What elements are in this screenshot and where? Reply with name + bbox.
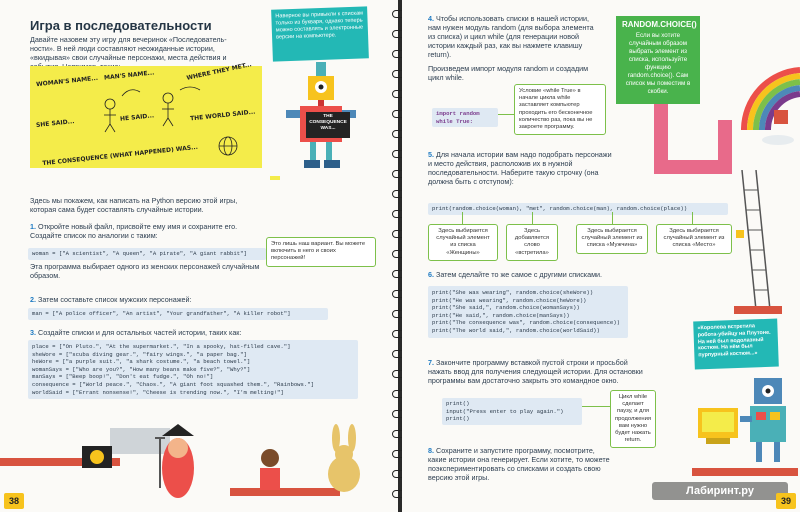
step-5-text: Для начала истории вам надо подобрать персонажи и место действия, расположив их в нужной последовательности. Наберите такую строчку (она должна быть с отступом): <box>428 150 612 186</box>
story-label-womans-name: WOMAN'S NAME... <box>35 74 99 89</box>
robot-sign <box>306 112 350 138</box>
step-7 <box>428 358 648 385</box>
code-woman <box>28 248 266 260</box>
code-line: consequence = ["World peace.", "Chaos.", "A giant foot squashed them.", "Rainbows."] <box>32 380 314 388</box>
decor-stripe <box>270 176 280 180</box>
code-print-block <box>428 286 628 338</box>
step-2 <box>30 295 270 304</box>
step-8-number: 8. <box>428 446 434 455</box>
code-line: womanSays = ["Who are you?", "How many beans make five?", "Why?"] <box>32 365 251 373</box>
step-8 <box>428 446 614 482</box>
ladder-illustration <box>732 170 782 320</box>
code-line: print("The consequence was", random.choice(consequence)) <box>432 319 620 327</box>
step-2-text: Затем составьте список мужских персонажей: <box>38 295 192 304</box>
robot-sign-line1: THE <box>323 114 333 119</box>
code-story-lists <box>28 340 358 399</box>
step-2-number: 2. <box>30 295 36 304</box>
callout-connector <box>582 406 610 407</box>
callout-man-list: Здесь выбирается случайный элемент из списка «Мужчина» <box>576 224 648 254</box>
code-line: while True: <box>436 117 473 125</box>
code-line: heWore = ["a purple suit.", "a shark costume.", "a beach towel."] <box>32 358 251 366</box>
random-choice-text: Если вы хотите случайным образом выбрать элемент из списка, используйте функцию random.choice(). Сам список мы поместим в скобки. <box>625 32 691 95</box>
callout-while-pause: Цикл while сделает паузу, и для продолжения вам нужно будет нажать return. <box>610 390 656 448</box>
story-card <box>30 61 262 168</box>
callout-place-list: Здесь выбирается случайный элемент из списка «Место» <box>656 224 732 254</box>
callout-connector <box>692 212 693 224</box>
callout-connector <box>532 212 533 224</box>
code-line: print("He said,", random.choice(manSays)) <box>432 311 570 319</box>
step-1-after: Эта программа выбирает одного из женских персонажей случайным образом. <box>30 262 260 280</box>
story-label-world-said: THE WORLD SAID... <box>189 108 256 123</box>
step-3-number: 3. <box>30 328 36 337</box>
code-line: print("She said,", random.choice(womanSays)) <box>432 304 580 312</box>
right-page <box>402 0 800 512</box>
robot-sign-line2: CONSEQUENCE <box>309 120 347 125</box>
step-1 <box>30 222 262 240</box>
code-import <box>432 108 498 127</box>
story-label-he-said: HE SAID... <box>119 112 155 123</box>
code-end <box>442 398 582 425</box>
step-3-text: Создайте списки и для остальных частей истории, таких как: <box>38 328 242 337</box>
code-man <box>28 308 328 320</box>
step-5 <box>428 150 614 186</box>
step-6-number: 6. <box>428 270 434 279</box>
callout-connector <box>612 212 613 224</box>
callout-while-true: Условие «while True» в начале цикла while заставляет компьютер проходить его бесконечное количество раз, пока вы не закроете программу. <box>514 84 606 135</box>
code-line: manSays = ["Beep boop!", "Don't eat fudge.", "Oh no!"] <box>32 373 214 381</box>
callout-variant: Это лишь наш вариант. Вы можете включить в него и своих персонажей! <box>266 237 376 267</box>
step-7-text: Закончите программу вставкой пустой строки и просьбой нажать ввод для получения следующей истории. Для остановки программы вам достаточно закрыть это командное окно. <box>428 358 643 385</box>
callout-connector <box>462 212 463 224</box>
page-number-right: 39 <box>776 493 796 509</box>
story-label-mans-name: MAN'S NAME... <box>103 69 155 82</box>
step-4-text: Чтобы использовать списки в нашей истории, нам нужен модуль random (для выбора элемента из списка) и цикл while (для генерации новой истории каждый раз, как вы нажмете клавишу return). <box>428 14 594 59</box>
page-title: Игра в последовательности <box>30 18 212 33</box>
random-choice-title: RANDOM.CHOICE() <box>622 20 697 29</box>
callout-connector <box>498 114 514 115</box>
code-line: place = ["On Pluto.", "At the supermarket.", "In a spooky, hat-filled cave."] <box>32 343 291 350</box>
code-line: import random <box>436 110 480 117</box>
robot-note: Наверное вы привыкли к спискам только из букваря, однако теперь можно составлять и электронные версии на компьютере. <box>271 6 369 61</box>
robot-note-2: «Королева встретила робота-убийцу на Плутоне. На ней был водолазный костюм. На нём был пурпурный костюм...» <box>693 319 779 370</box>
code-line: print() <box>446 415 470 423</box>
code-line: print() <box>446 400 470 407</box>
characters-illustration <box>0 418 398 512</box>
story-label-where-they-met: WHERE THEY MET... <box>185 61 253 82</box>
step-1-text: Откройте новый файл, присвойте ему имя и сохраните его. Создайте список по аналогии с таким: <box>30 222 238 240</box>
step-4-import: Произведем импорт модуля random и создадим цикл while. <box>428 64 589 82</box>
code-line: print("The world said,", random.choice(worldSaid)) <box>432 326 600 334</box>
step-4 <box>428 14 598 59</box>
story-label-she-said: SHE SAID... <box>35 118 75 129</box>
robot-computer-illustration <box>692 372 798 488</box>
intro-paragraph: Давайте назовем эту игру для вечеринок «Последователь-ности». В ней люди составляют неожиданные истории, «вкидывая» свои случайные персонажи, места действия и <box>30 35 227 62</box>
step-6 <box>428 270 648 279</box>
step-8-text: Сохраните и запустите программу, посмотрите, какие истории она генерирует. Если хотите, то можете поэкспериментировать со списками и создать свою версию этой игры. <box>428 446 610 482</box>
code-woman-line: woman = ["A scientist", "A queen", "A pirate", "A giant rabbit"] <box>32 250 247 257</box>
step-4-number: 4. <box>428 14 434 23</box>
code-line: sheWore = ["scuba diving gear.", "fairy wings.", "a paper bag."] <box>32 350 247 358</box>
paragraph-1: Здесь мы покажем, как написать на Python версию этой игры, которая сама будет составлять случайные истории. <box>30 196 238 214</box>
callout-met-word: Здесь добавляется слово «встретила» <box>506 224 558 261</box>
step-3 <box>30 328 280 337</box>
robot-sign-line3: WAS... <box>320 126 336 131</box>
step-6-text: Затем сделайте то же самое с другими списками. <box>436 270 603 279</box>
code-man-line: man = ["A police officer", "An artist", "Your grandfather", "A killer robot"] <box>32 310 291 317</box>
step-1-number: 1. <box>30 222 36 231</box>
code-print-first <box>428 203 728 215</box>
code-line: print("She was wearing", random.choice(sheWore)) <box>432 289 594 296</box>
step-5-number: 5. <box>428 150 434 159</box>
code-line: worldSaid = ["Errant nonsense!", "Cheese is trending now.", "I'm melting!"] <box>32 388 284 396</box>
left-page <box>0 0 398 512</box>
code-line: print("He was wearing", random.choice(heWore)) <box>432 296 587 304</box>
code-line: input("Press enter to play again.") <box>446 407 564 415</box>
step-7-number: 7. <box>428 358 434 367</box>
page-number-left: 38 <box>4 493 24 509</box>
watermark: Лабиринт.ру <box>652 482 788 500</box>
code-print-line: print(random.choice(woman), "met", random.choice(man), random.choice(place)) <box>432 205 688 212</box>
story-label-consequence: THE CONSEQUENCE (WHAT HAPPENED) WAS... <box>42 143 199 168</box>
callout-woman-list: Здесь выбирается случайный элемент из списка «Женщины» <box>428 224 498 261</box>
